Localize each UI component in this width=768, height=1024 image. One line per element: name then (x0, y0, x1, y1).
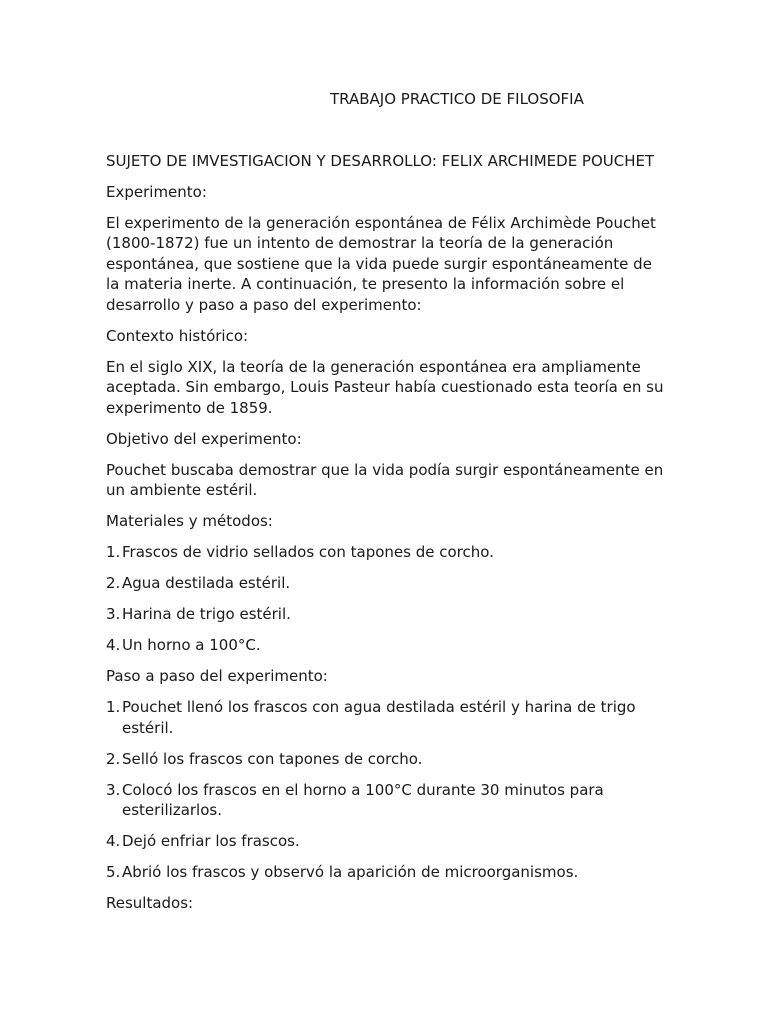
objective-heading: Objetivo del experimento: (106, 429, 302, 448)
list-item-number: 4. (106, 636, 121, 654)
list-item (106, 862, 666, 883)
objective-paragraph: Pouchet buscaba demostrar que la vida podía surgir espontáneamente en un ambiente estéril. (106, 460, 664, 499)
list-item-number: 2. (106, 574, 121, 592)
list-item-number: 3. (106, 605, 121, 623)
document-page (106, 89, 666, 924)
list-item (106, 749, 666, 770)
materials-list (106, 542, 666, 656)
list-item-number: 2. (106, 749, 121, 768)
experiment-heading: Experimento: (106, 182, 207, 201)
results-heading: Resultados: (106, 894, 194, 912)
list-item-number: 1. (106, 698, 121, 716)
context-heading: Contexto histórico: (106, 326, 249, 345)
list-item-text: Colocó los frascos en el horno a 100°C durante 30 minutos para esterilizarlos. (122, 780, 604, 819)
list-item-text: Abrió los frascos y observó la aparición de microorganismos. (122, 863, 579, 881)
list-item-text: Un horno a 100°C. (122, 636, 261, 654)
list-item-text: Selló los frascos con tapones de corcho. (122, 749, 423, 768)
list-item-number: 1. (106, 543, 121, 561)
list-item (106, 635, 666, 656)
list-item (106, 542, 666, 563)
list-item (106, 697, 666, 738)
document-title: TRABAJO PRACTICO DE FILOSOFIA (330, 90, 584, 108)
list-item (106, 604, 666, 625)
steps-heading: Paso a paso del experimento: (106, 667, 328, 685)
list-item-text: Frascos de vidrio sellados con tapones de corcho. (122, 543, 494, 561)
list-item-text: Agua destilada estéril. (122, 574, 291, 592)
list-item-text: Harina de trigo estéril. (122, 605, 291, 623)
materials-heading: Materiales y métodos: (106, 512, 273, 530)
list-item-number: 4. (106, 832, 121, 850)
context-paragraph: En el siglo XIX, la teoría de la generación espontánea era ampliamente aceptada. Sin embargo, Louis Pasteur había cuestionado esta teoría en su experimento de 1859. (106, 357, 664, 417)
intro-paragraph: El experimento de la generación espontánea de Félix Archimède Pouchet (1800-1872) fue un intento de demostrar la teoría de la generación espontánea, que sostiene que la vida puede surgir espontáneamente de la materia inerte. A continuación, te presento la información sobre el desarrollo y paso a paso del experimento: (106, 213, 656, 314)
subject-line: SUJETO DE IMVESTIGACION Y DESARROLLO: FELIX ARCHIMEDE POUCHET (106, 151, 655, 170)
list-item-text: Pouchet llenó los frascos con agua destilada estéril y harina de trigo estéril. (122, 698, 636, 737)
list-item (106, 831, 666, 852)
steps-list (106, 697, 666, 883)
list-item-number: 3. (106, 780, 121, 799)
list-item-number: 5. (106, 863, 121, 881)
list-item-text: Dejó enfriar los frascos. (122, 832, 300, 850)
list-item (106, 780, 666, 821)
list-item (106, 573, 666, 594)
